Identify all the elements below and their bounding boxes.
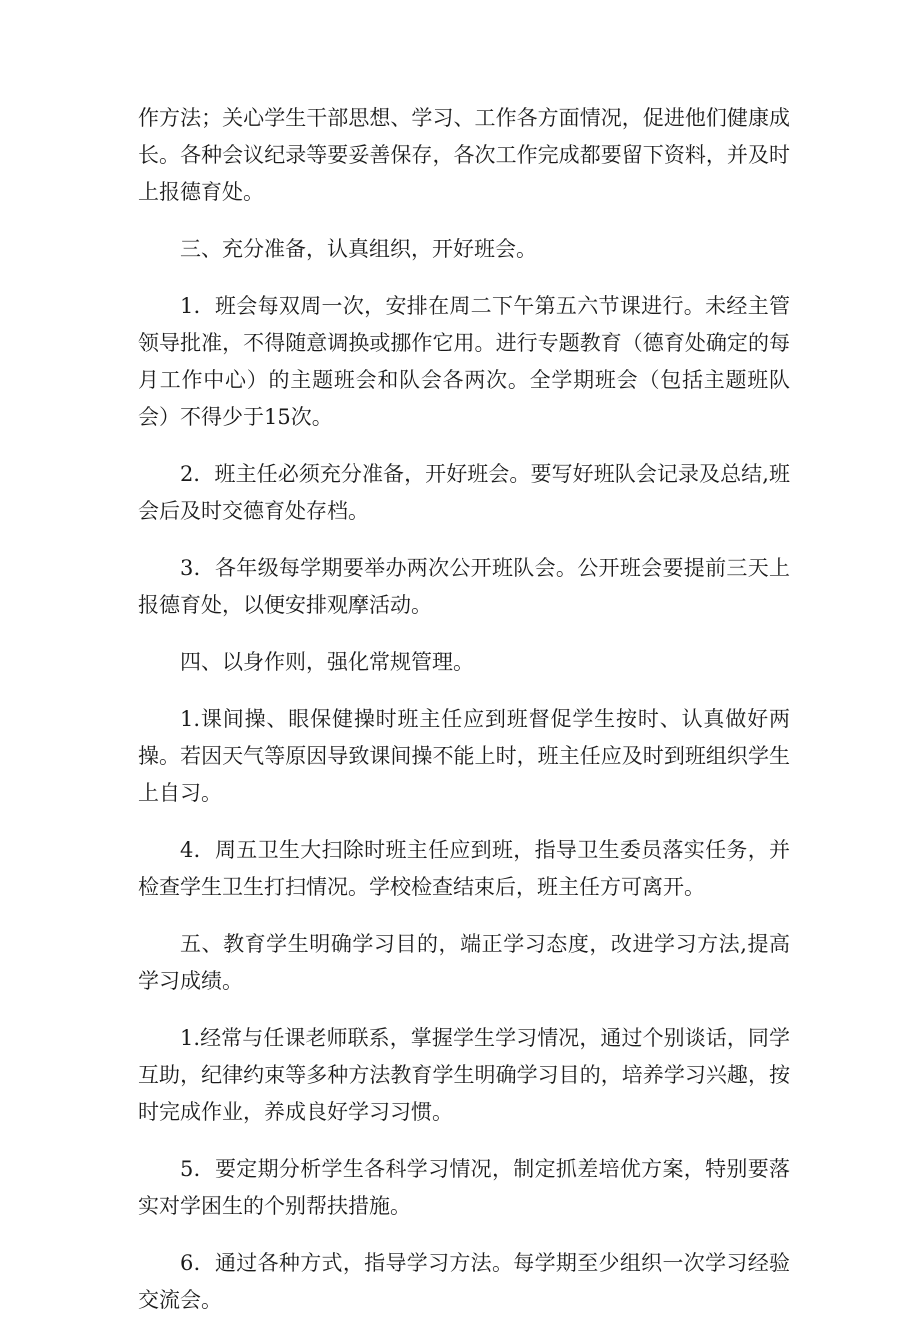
paragraph-item: 5．要定期分析学生各科学习情况，制定抓差培优方案，特别要落实对学困生的个别帮扶措施。	[138, 1157, 790, 1218]
paragraph-item: 2．班主任必须充分准备，开好班会。要写好班队会记录及总结,班会后及时交德育处存档。	[138, 462, 790, 523]
section-heading-5: 五、教育学生明确学习目的，端正学习态度，改进学习方法,提高学习成绩。	[138, 932, 790, 993]
paragraph-continuation: 作方法；关心学生干部思想、学习、工作各方面情况，促进他们健康成长。各种会议纪录等要妥善保存，各次工作完成都要留下资料，并及时上报德育处。	[138, 106, 790, 204]
paragraph-item: 6．通过各种方式，指导学习方法。每学期至少组织一次学习经验交流会。	[138, 1251, 790, 1312]
paragraph-item: 1.课间操、眼保健操时班主任应到班督促学生按时、认真做好两操。若因天气等原因导致课间操不能上时，班主任应及时到班组织学生上自习。	[138, 707, 790, 805]
paragraph-item: 1．班会每双周一次，安排在周二下午第五六节课进行。未经主管领导批准，不得随意调换或挪作它用。进行专题教育（德育处确定的每月工作中心）的主题班会和队会各两次。全学期班会（包括主题班队会）不得少于15次。	[138, 294, 790, 429]
section-heading-3: 三、充分准备，认真组织，开好班会。	[180, 237, 537, 261]
paragraph-item: 1.经常与任课老师联系，掌握学生学习情况，通过个别谈话，同学互助，纪律约束等多种方法教育学生明确学习目的，培养学习兴趣，按时完成作业，养成良好学习习惯。	[138, 1026, 790, 1124]
document-body	[138, 100, 790, 1339]
section-heading-4: 四、以身作则，强化常规管理。	[180, 650, 474, 674]
paragraph-item: 4．周五卫生大扫除时班主任应到班，指导卫生委员落实任务，并检查学生卫生打扫情况。学校检查结束后，班主任方可离开。	[138, 838, 790, 899]
paragraph-item: 3．各年级每学期要举办两次公开班队会。公开班会要提前三天上报德育处，以便安排观摩活动。	[138, 556, 790, 617]
